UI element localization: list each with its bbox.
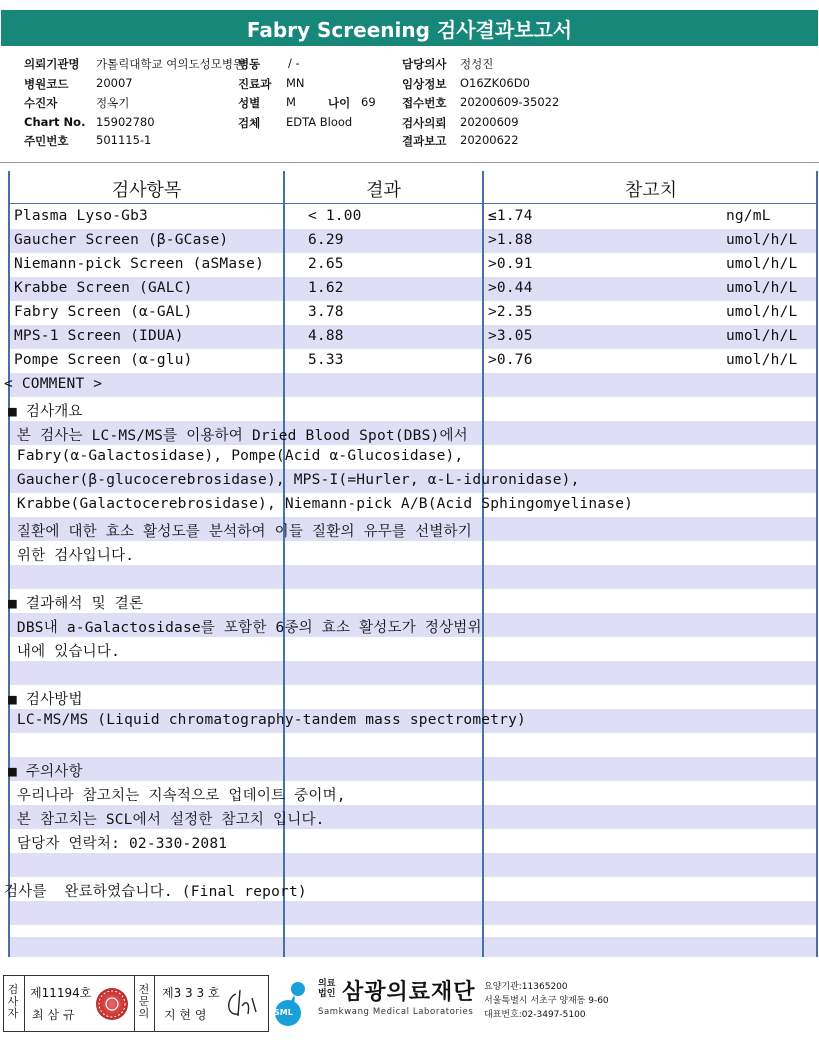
label-sex: 성별: [238, 96, 261, 110]
test-reference: ≤1.74: [488, 208, 533, 224]
test-reference: >0.76: [488, 352, 533, 368]
label-doctor: 담당의사: [402, 57, 447, 71]
tester-label: 검사자: [7, 983, 19, 1020]
table-row: [0, 301, 819, 325]
test-result: 1.62: [308, 280, 344, 296]
tester-license: 제11194호: [30, 986, 92, 1000]
test-item: Fabry Screen (α-GAL): [14, 304, 193, 320]
specialist-signature: [222, 986, 262, 1022]
test-result: 3.78: [308, 304, 344, 320]
footer: [0, 975, 819, 1035]
sml-logo-icon: [272, 979, 312, 1027]
value-doctor: 정성진: [460, 57, 494, 71]
value-specimen: EDTA Blood: [286, 115, 353, 129]
test-unit: umol/h/L: [726, 328, 798, 344]
comment-line: ■ 주의사항: [8, 764, 83, 780]
org-code: 요양기관:11365200: [484, 982, 568, 992]
value-request-date: 20200609: [460, 115, 519, 129]
table-row: [0, 325, 819, 349]
value-hospital-code: 20007: [96, 76, 133, 90]
label-clinical-info: 임상정보: [402, 77, 447, 91]
value-age: 69: [361, 95, 376, 109]
test-unit: umol/h/L: [726, 304, 798, 320]
comment-line: 담당자 연락처: 02-330-2081: [8, 836, 228, 852]
test-reference: >2.35: [488, 304, 533, 320]
label-department: 진료과: [238, 77, 272, 91]
specialist-name: 지 현 영: [164, 1008, 207, 1022]
value-department: MN: [286, 76, 305, 90]
specialist-license: 제3 3 3 호: [162, 986, 220, 1000]
value-accession-no: 20200609-35022: [460, 95, 560, 109]
test-reference: >0.44: [488, 280, 533, 296]
label-age: 나이: [328, 96, 351, 110]
test-result: 4.88: [308, 328, 344, 344]
comment-line: 내에 있습니다.: [8, 644, 121, 660]
value-resident-no: 501115-1: [96, 133, 152, 147]
value-ward: / -: [288, 56, 300, 70]
specialist-label: 전문의: [138, 983, 150, 1020]
table-row: [0, 253, 819, 277]
label-report-date: 결과보고: [402, 134, 447, 148]
value-report-date: 20200622: [460, 133, 519, 147]
test-unit: umol/h/L: [726, 256, 798, 272]
value-clinical-info: O16ZK06D0: [460, 76, 530, 90]
sml-text: SML: [274, 1008, 293, 1017]
org-english-name: Samkwang Medical Laboratories: [318, 1007, 474, 1017]
test-result: 5.33: [308, 352, 344, 368]
comment-line: 위한 검사입니다.: [8, 548, 135, 564]
test-item: Niemann-pick Screen (aSMase): [14, 256, 265, 272]
label-institution: 의뢰기관명: [24, 57, 80, 71]
comment-line: 본 검사는 LC-MS/MS를 이용하여 Dried Blood Spot(DBS)에서: [8, 428, 468, 444]
comment-line: ■ 검사개요: [8, 404, 83, 420]
final-report-line: 검사를 완료하였습니다. (Final report): [4, 884, 307, 900]
comment-line: Krabbe(Galactocerebrosidase), Niemann-pick A/B(Acid Sphingomyelinase): [8, 496, 634, 512]
label-specimen: 검체: [238, 116, 261, 130]
test-item: Pompe Screen (α-glu): [14, 352, 193, 368]
table-row: [0, 277, 819, 301]
value-sex: M: [286, 95, 296, 109]
test-item: Krabbe Screen (GALC): [14, 280, 193, 296]
org-name: 삼광의료재단: [342, 980, 476, 1005]
test-item: MPS-1 Screen (IDUA): [14, 328, 184, 344]
tester-seal: [96, 988, 128, 1020]
label-hospital-code: 병원코드: [24, 77, 69, 91]
org-address: 서울특별시 서초구 양재동 9-60: [484, 996, 609, 1006]
org-phone: 대표번호:02-3497-5100: [484, 1010, 586, 1020]
comment-line: 본 참고치는 SCL에서 설정한 참고치 입니다.: [8, 812, 325, 828]
test-result: < 1.00: [308, 208, 362, 224]
label-accession-no: 접수번호: [402, 96, 447, 110]
org-prefix: 의료법인: [318, 979, 336, 999]
label-request-date: 검사의뢰: [402, 116, 447, 130]
table-row: [0, 349, 819, 373]
tester-name: 최 삼 규: [32, 1008, 75, 1022]
label-patient: 수진자: [24, 96, 58, 110]
value-chart-no: 15902780: [96, 115, 155, 129]
comment-line: ■ 검사방법: [8, 692, 83, 708]
label-ward: 병동: [238, 57, 261, 71]
comment-line: 질환에 대한 효소 활성도를 분석하여 이들 질환의 유무를 선별하기: [8, 524, 472, 540]
comment-line: DBS내 a-Galactosidase를 포함한 6종의 효소 활성도가 정상범위: [8, 620, 482, 636]
label-resident-no: 주민번호: [24, 134, 69, 148]
table-row: [0, 229, 819, 253]
comment-line: 우리나라 참고치는 지속적으로 업데이트 중이며,: [8, 788, 346, 804]
header-divider: [0, 162, 819, 163]
test-item: Gaucher Screen (β-GCase): [14, 232, 229, 248]
test-reference: >0.91: [488, 256, 533, 272]
test-unit: ng/mL: [726, 208, 771, 224]
value-patient: 정옥기: [96, 96, 130, 110]
comment-line: Gaucher(β-glucocerebrosidase), MPS-I(=Hurler, α-L-iduronidase),: [8, 472, 580, 488]
col-header-reference: 참고치: [624, 180, 678, 201]
col-header-result: 결과: [366, 180, 401, 201]
comment-line: Fabry(α-Galactosidase), Pompe(Acid α-Glucosidase),: [8, 448, 464, 464]
test-result: 6.29: [308, 232, 344, 248]
comment-label: < COMMENT >: [4, 376, 103, 392]
test-unit: umol/h/L: [726, 232, 798, 248]
test-unit: umol/h/L: [726, 352, 798, 368]
col-header-item: 검사항목: [111, 180, 182, 201]
value-institution: 가톨릭대학교 여의도성모병원: [96, 57, 245, 71]
report-title: Fabry Screening 검사결과보고서: [1, 10, 818, 46]
comment-line: LC-MS/MS (Liquid chromatography-tandem mass spectrometry): [8, 712, 526, 728]
signature-box: [3, 975, 269, 1032]
test-item: Plasma Lyso-Gb3: [14, 208, 148, 224]
label-chart-no: Chart No.: [24, 115, 86, 129]
test-reference: >1.88: [488, 232, 533, 248]
table-row: [0, 205, 819, 229]
test-reference: >3.05: [488, 328, 533, 344]
test-result: 2.65: [308, 256, 344, 272]
comment-line: ■ 결과해석 및 결론: [8, 596, 144, 612]
test-unit: umol/h/L: [726, 280, 798, 296]
